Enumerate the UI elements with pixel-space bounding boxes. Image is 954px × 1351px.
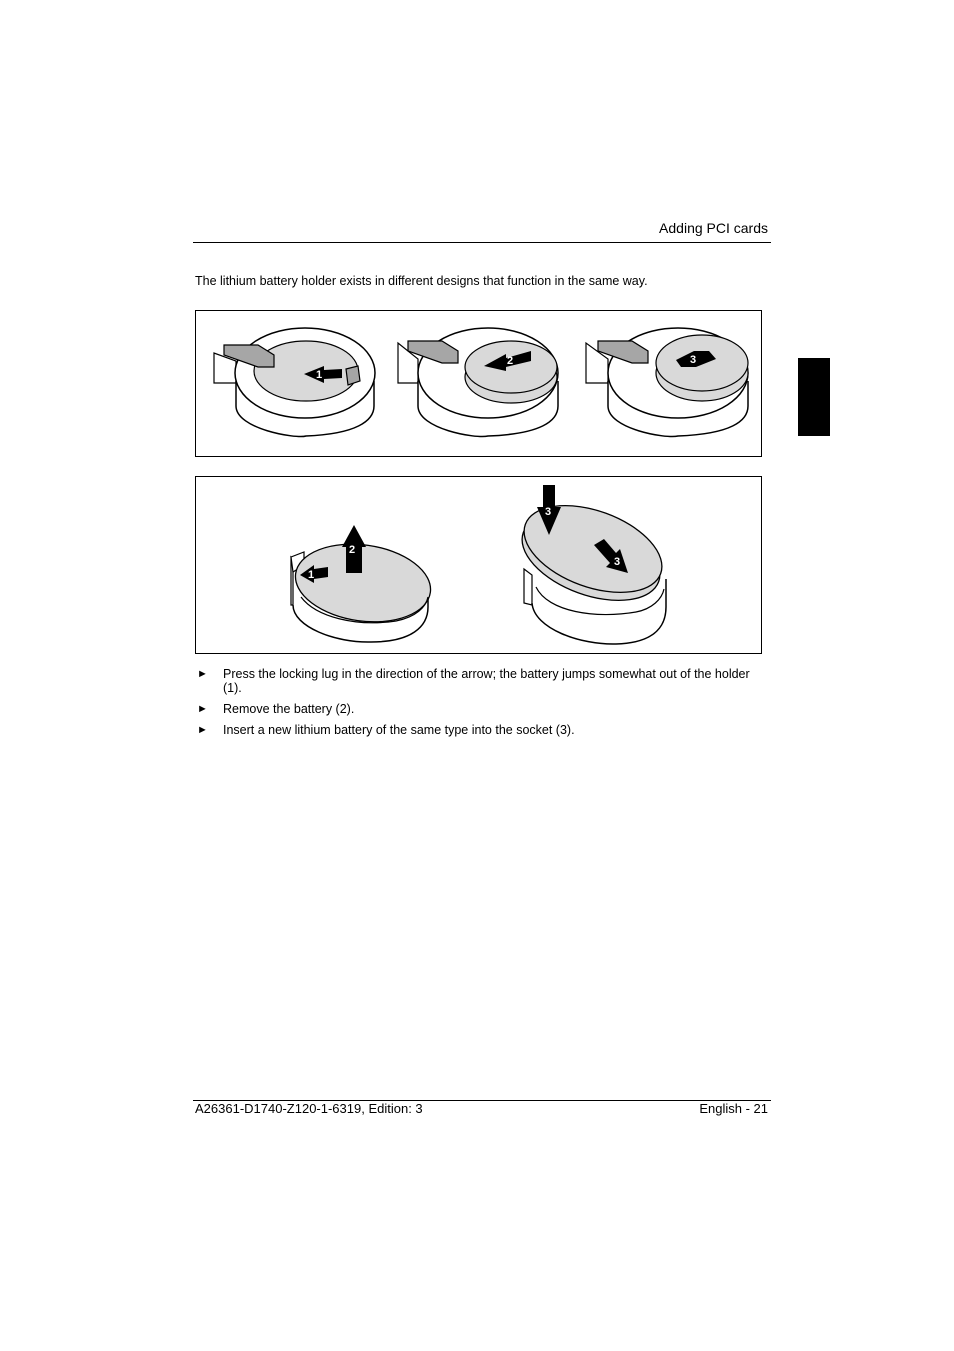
- bullet-arrow-icon: ►: [197, 724, 208, 736]
- step-text: Press the locking lug in the direction of the arrow; the battery jumps somewhat out of the holder (1).: [223, 667, 750, 695]
- figure-holder-designs: [195, 310, 762, 457]
- callout-insert-3b: 3: [614, 556, 621, 568]
- step-item: [195, 723, 755, 737]
- callout-3: 3: [690, 354, 697, 366]
- header-rule: [193, 242, 771, 243]
- callout-2: 2: [507, 355, 514, 367]
- footer-page-number: English - 21: [699, 1101, 768, 1116]
- holder-designs-illustration: [196, 311, 761, 456]
- callout-remove-1: 1: [308, 569, 315, 581]
- bullet-arrow-icon: ►: [197, 668, 208, 680]
- step-text: Remove the battery (2).: [223, 702, 355, 716]
- callout-remove-2: 2: [349, 544, 356, 556]
- chapter-thumb-tab: [798, 358, 830, 436]
- figure-remove-insert: [195, 476, 762, 654]
- step-item: [195, 702, 755, 716]
- bullet-arrow-icon: ►: [197, 703, 208, 715]
- remove-insert-illustration: [196, 477, 761, 653]
- holder-design-3: [586, 328, 748, 437]
- footer-document-id: A26361-D1740-Z120-1-6319, Edition: 3: [195, 1101, 423, 1116]
- intro-paragraph: The lithium battery holder exists in different designs that function in the same way.: [195, 274, 648, 288]
- step-text: Insert a new lithium battery of the same type into the socket (3).: [223, 723, 575, 737]
- running-header-title: Adding PCI cards: [659, 220, 768, 236]
- holder-design-2: [398, 328, 558, 437]
- step-item: [195, 667, 755, 695]
- callout-insert-3a: 3: [545, 506, 552, 518]
- holder-design-1: [214, 328, 375, 437]
- instruction-steps: [195, 667, 755, 744]
- battery-insertion: [510, 485, 673, 644]
- callout-1: 1: [316, 369, 323, 381]
- battery-removal: [290, 525, 435, 642]
